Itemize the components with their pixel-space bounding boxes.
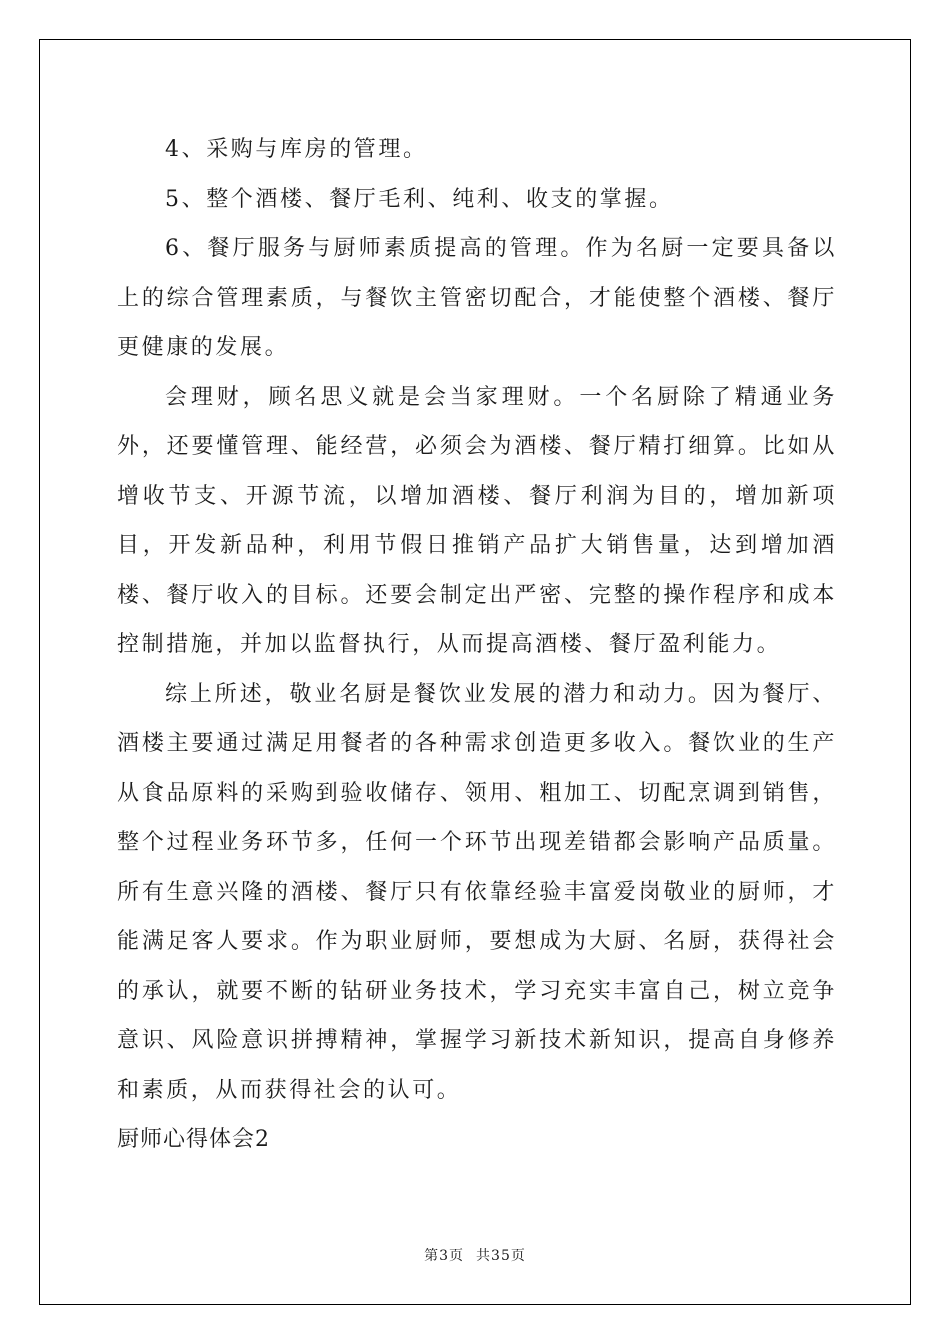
page-number: 第3页 (424, 1248, 465, 1264)
paragraph-summary: 综上所述，敬业名厨是餐饮业发展的潜力和动力。因为餐厅、酒楼主要通过满足用餐者的各种需求创造更多收入。餐饮业的生产从食品原料的采购到验收储存、领用、粗加工、切配烹调到销售，整个过程业务环节多，任何一个环节出现差错都会影响产品质量。所有生意兴隆的酒楼、餐厅只有依靠经验丰富爱岗敬业的厨师，才能满足客人要求。作为职业厨师，要想成为大厨、名厨，获得社会的承认，就要不断的钻研业务技术，学习充实丰富自己，树立竞争意识、风险意识拼搏精神，掌握学习新技术新知识，提高自身修养和素质，从而获得社会的认可。 (117, 681, 837, 1103)
paragraph-finance: 会理财，顾名思义就是会当家理财。一个名厨除了精通业务外，还要懂管理、能经营，必须会为酒楼、餐厅精打细算。比如从增收节支、开源节流，以增加酒楼、餐厅利润为目的，增加新项目，开发新品种，利用节假日推销产品扩大销售量，达到增加酒楼、餐厅收入的目标。还要会制定出严密、完整的操作程序和成本控制措施，并加以监督执行，从而提高酒楼、餐厅盈利能力。 (117, 384, 837, 657)
paragraph-item-6: 6、餐厅服务与厨师素质提高的管理。作为名厨一定要具备以上的综合管理素质，与餐饮主管密切配合，才能使整个酒楼、餐厅更健康的发展。 (117, 236, 837, 360)
paragraph-item-4: 4、采购与库房的管理。 (165, 137, 428, 162)
paragraph-item-5: 5、整个酒楼、餐厅毛利、纯利、收支的掌握。 (165, 186, 674, 212)
document-body (117, 125, 837, 1165)
page-footer (0, 1245, 950, 1265)
section-heading: 厨师心得体会2 (117, 1127, 270, 1152)
page-total: 共35页 (476, 1248, 526, 1264)
